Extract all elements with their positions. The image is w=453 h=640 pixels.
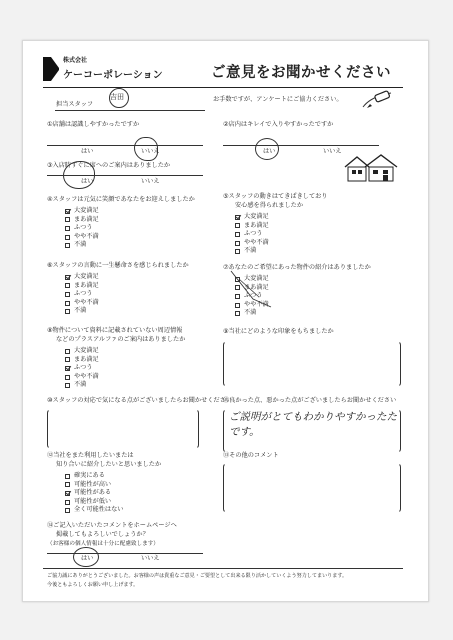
survey-sheet xyxy=(22,40,429,602)
q12-option[interactable]: 可能性がある xyxy=(65,489,124,498)
checkbox-icon xyxy=(65,349,70,354)
q14-yes[interactable]: はい xyxy=(81,555,94,562)
q6-option[interactable]: 不満 xyxy=(65,307,99,316)
q7-option[interactable]: 不満 xyxy=(235,309,269,318)
q5-option[interactable]: 不満 xyxy=(235,247,269,256)
q7-option[interactable]: ふつう xyxy=(235,292,269,301)
q7-text: ⑦あなたのご希望にあった物件の紹介はありましたか xyxy=(223,264,371,271)
checkbox-icon xyxy=(65,375,70,380)
q1-yes[interactable]: はい xyxy=(81,148,94,155)
q13-text: ⑬その他のコメント xyxy=(223,452,279,459)
checkbox-icon xyxy=(65,226,70,231)
logo-k-cut-low xyxy=(51,70,59,81)
checkbox-checked-icon xyxy=(65,275,70,280)
checkbox-icon xyxy=(65,474,70,479)
checkbox-checked-icon xyxy=(65,491,70,496)
q5-text2: 安心感を得られましたか xyxy=(235,202,304,209)
q5-option[interactable]: やや不満 xyxy=(235,239,269,248)
intro-text: お手数ですが、アンケートにご協力ください。 xyxy=(213,96,343,103)
company-small-label: 株式会社 xyxy=(63,57,88,64)
q4-option[interactable]: ふつう xyxy=(65,224,99,233)
q7-option[interactable]: まあ満足 xyxy=(235,284,269,293)
header-rule xyxy=(43,87,403,88)
q10-text: ⑩スタッフの対応で気になる点がございましたらお聞かせください xyxy=(47,397,232,404)
checkbox-icon xyxy=(235,232,240,237)
checkbox-checked-icon xyxy=(65,366,70,371)
q4-option[interactable]: 不満 xyxy=(65,241,99,250)
q11-answer-line2: です。 xyxy=(229,426,260,438)
staff-stamp-text: 吉田 xyxy=(110,93,124,101)
checkbox-icon xyxy=(235,223,240,228)
q13-answer-box[interactable] xyxy=(223,463,401,513)
q14-text3: （お客様の個人情報は十分に配慮致します） xyxy=(47,541,159,547)
q8-text2: などのプラスアルファのご案内はありましたか xyxy=(56,336,186,343)
q3-answer-circle xyxy=(63,161,95,189)
q9-text: ⑨当社にどのような印象をもちましたか xyxy=(223,328,334,335)
company-logo xyxy=(43,57,163,83)
q4-option[interactable]: 大変満足 xyxy=(65,207,99,216)
q8-option[interactable]: 不満 xyxy=(65,381,99,390)
q12-option[interactable]: 可能性が高い xyxy=(65,481,124,490)
footer-rule xyxy=(43,568,403,569)
q6-option[interactable]: まあ満足 xyxy=(65,282,99,291)
q9-answer-box[interactable] xyxy=(223,341,401,387)
q8-text: ⑧物件について資料に記載されていない周辺情報 xyxy=(47,327,183,334)
q5-option[interactable]: 大変満足 xyxy=(235,213,269,222)
checkbox-icon xyxy=(65,301,70,306)
q2-line xyxy=(223,145,379,146)
q2-answer-circle xyxy=(255,138,279,160)
q12-option[interactable]: 可能性が低い xyxy=(65,498,124,507)
q2-text: ②店内はキレイで入りやすかったですか xyxy=(223,121,334,128)
checkbox-icon xyxy=(65,383,70,388)
q1-line xyxy=(47,145,203,146)
logo-k-cut xyxy=(51,57,59,68)
q4-text: ④スタッフは元気に笑顔であなたをお迎えしましたか xyxy=(47,196,195,203)
checkbox-icon xyxy=(65,235,70,240)
q14-line xyxy=(47,553,203,554)
company-name: ケーコーポレーション xyxy=(63,70,163,81)
q6-options xyxy=(65,273,99,316)
checkbox-icon xyxy=(65,217,70,222)
checkbox-checked-icon xyxy=(235,215,240,220)
q3-yes[interactable]: はい xyxy=(81,178,94,185)
staff-label: 担当スタッフ xyxy=(56,101,94,108)
q7-pen-stroke xyxy=(229,269,273,309)
q4-options xyxy=(65,207,99,250)
staff-underline xyxy=(55,110,205,111)
q7-option[interactable]: やや不満 xyxy=(235,301,269,310)
footer-line1: ご協力誠にありがとうございました。お客様の声は貴重なご意見・ご要望として出来る限り活かしていくよう努力してまいります。 xyxy=(47,573,348,579)
q5-option[interactable]: ふつう xyxy=(235,230,269,239)
q4-option[interactable]: やや不満 xyxy=(65,233,99,242)
checkbox-checked-icon xyxy=(65,209,70,214)
q8-option[interactable]: まあ満足 xyxy=(65,356,99,365)
q1-answer-circle xyxy=(134,137,158,161)
q11-text: ⑪良かった点、悪かった点がございましたらお聞かせください xyxy=(223,397,397,404)
checkbox-icon xyxy=(65,283,70,288)
q6-text: ⑥スタッフの言動に一生懸命さを感じられましたか xyxy=(47,262,189,269)
q11-answer-line1: ご説明がとてもわかりやすかったた xyxy=(229,411,397,423)
q10-answer-box[interactable] xyxy=(47,409,199,449)
q12-option[interactable]: 確実にある xyxy=(65,472,124,481)
q8-option[interactable]: やや不満 xyxy=(65,373,99,382)
q6-option[interactable]: やや不満 xyxy=(65,299,99,308)
q12-options xyxy=(65,472,124,515)
checkbox-icon xyxy=(65,500,70,505)
q8-options xyxy=(65,347,99,390)
q3-text: ③入店時すぐに席へのご案内はありましたか xyxy=(47,162,171,169)
q5-options xyxy=(235,213,269,256)
q12-option[interactable]: 全く可能性はない xyxy=(65,506,124,515)
checkbox-icon xyxy=(65,292,70,297)
q1-text: ①店舗は認識しやすかったですか xyxy=(47,121,140,128)
checkbox-icon xyxy=(235,249,240,254)
q6-option[interactable]: 大変満足 xyxy=(65,273,99,282)
footer-line2: 今後ともよろしくお願い申し上げます。 xyxy=(47,582,139,588)
checkbox-icon xyxy=(65,309,70,314)
checkbox-icon xyxy=(235,241,240,246)
q8-option[interactable]: 大変満足 xyxy=(65,347,99,356)
q5-text: ⑤スタッフの動きはてきぱきしており xyxy=(223,193,328,200)
checkbox-icon xyxy=(65,482,70,487)
house-illustration xyxy=(343,153,399,183)
survey-title: ご意見をお聞かせください xyxy=(211,65,391,81)
checkbox-icon xyxy=(65,243,70,248)
q5-option[interactable]: まあ満足 xyxy=(235,222,269,231)
q1-no[interactable]: いいえ xyxy=(141,148,160,155)
q14-no[interactable]: いいえ xyxy=(141,555,160,562)
checkbox-icon xyxy=(65,357,70,362)
q8-option[interactable]: ふつう xyxy=(65,364,99,373)
q14-text: ⑭ご記入いただいたコメントをホームページへ xyxy=(47,522,177,529)
q14-answer-circle xyxy=(73,547,99,567)
q3-no[interactable]: いいえ xyxy=(141,178,160,185)
pen-icon xyxy=(361,89,395,111)
q14-text2: 掲載してもよろしいでしょうか？ xyxy=(56,531,149,538)
checkbox-icon xyxy=(65,508,70,513)
checkbox-icon xyxy=(235,311,240,316)
q4-option[interactable]: まあ満足 xyxy=(65,216,99,225)
q12-text: ⑫当社をまた利用したいまたは xyxy=(47,452,134,459)
q6-option[interactable]: ふつう xyxy=(65,290,99,299)
q2-no[interactable]: いいえ xyxy=(323,148,342,155)
q12-text2: 知り合いに紹介したいと思いましたか xyxy=(56,461,162,468)
q2-yes[interactable]: はい xyxy=(263,148,276,155)
q7-option[interactable]: 大変満足 xyxy=(235,275,269,284)
